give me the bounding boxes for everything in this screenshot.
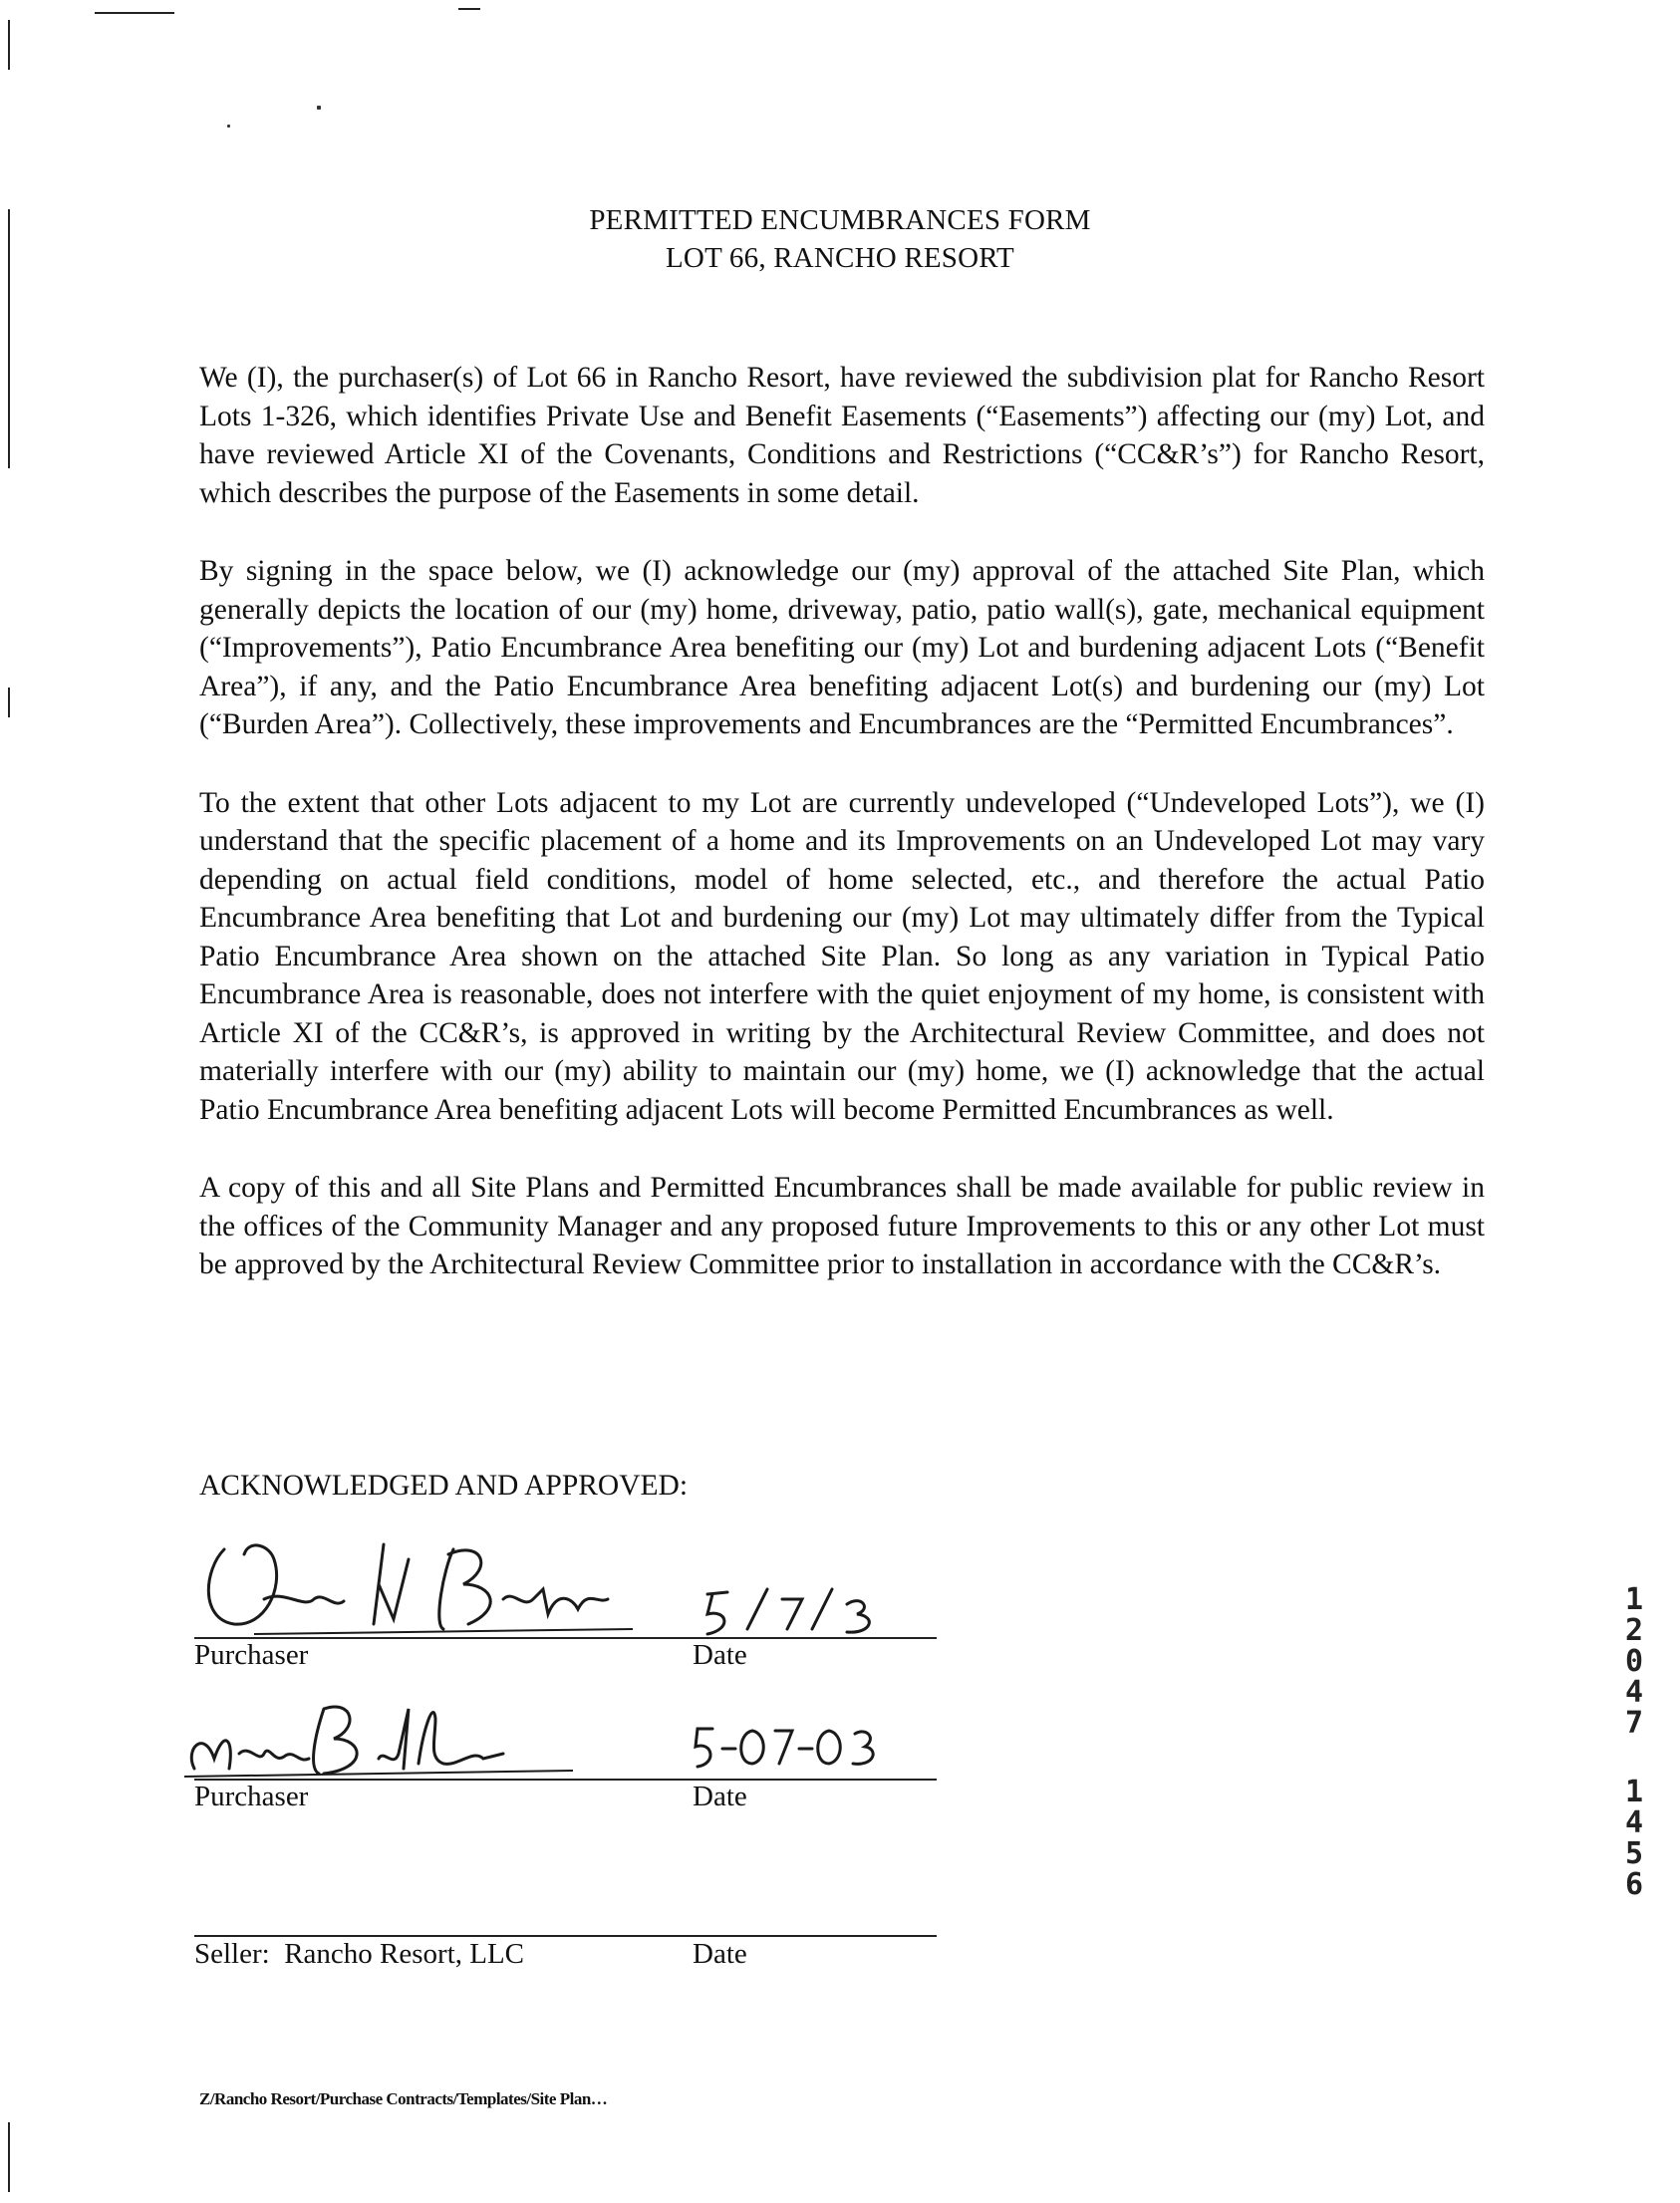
scan-speck: [227, 125, 230, 128]
page-title: [0, 201, 1680, 277]
stamp-digit: 4: [1624, 1675, 1644, 1710]
stamp-digit: 0: [1624, 1644, 1644, 1679]
scan-speck: [317, 106, 321, 110]
stamp-digit: 2: [1624, 1613, 1644, 1648]
paragraph-2: By signing in the space below, we (I) acknowledge our (my) approval of the attached Site Plan, which generally depicts the location of our (my) home, driveway, patio, patio wall(s), gate, mechanical equipment (“Improvements”), Patio Encumbrance Area benefiting our (my) Lot and burdening adjacent Lots (“Benefit Area”), if any, and the Patio Encumbrance Area benefiting adjacent Lot(s) and burdening our (my) Lot (“Burden Area”). Collectively, these improvements and Encumbrances are the “Permitted Encumbrances”.: [199, 555, 1485, 740]
body-text: [199, 359, 1485, 1324]
stamp-digit: 6: [1624, 1867, 1644, 1902]
stamp-digit: 7: [1624, 1706, 1644, 1741]
purchaser-signature-2: [174, 1689, 593, 1789]
paragraph-1: We (I), the purchaser(s) of Lot 66 in Rancho Resort, have reviewed the subdivision plat for Rancho Resort Lots 1-326, which identifies Private Use and Benefit Easements (“Easements”) affecting our (my) Lot, and have reviewed Article XI of the Covenants, Conditions and Restrictions (“CC&R’s”) for Rancho Resort, which describes the purpose of the Easements in some detail.: [199, 362, 1485, 509]
stamp-digit: 1: [1624, 1582, 1644, 1617]
handwritten-date-1: [688, 1584, 887, 1644]
purchaser-signature-1: [194, 1529, 653, 1649]
stamp-gap: [1619, 1739, 1649, 1777]
handwritten-date-2: [688, 1719, 887, 1779]
paragraph-4: A copy of this and all Site Plans and Permitted Encumbrances shall be made available for public review in the offices of the Community Manager and any proposed future Improvements to this or any other Lot must be approved by the Architectural Review Committee prior to installation in accordance with the CC&R’s.: [199, 1172, 1485, 1280]
seller-signature-line: [194, 1935, 937, 1937]
date-label-2: Date: [693, 1781, 747, 1812]
purchaser-label-1: Purchaser: [194, 1639, 309, 1671]
paragraph-3: To the extent that other Lots adjacent to my Lot are currently undeveloped (“Undeveloped Lots”), we (I) understand that the specific placement of a home and its Improvements on an Undeveloped Lot may vary depending on actual field conditions, model of home selected, etc., and therefore the actual Patio Encumbrance Area benefiting that Lot and burdening our (my) Lot may ultimately differ from the Typical Patio Encumbrance Area shown on the attached Site Plan. So long as any variation in Typical Patio Encumbrance Area is reasonable, does not interfere with the quiet enjoyment of my home, is consistent with Article XI of the CC&R’s, is approved in writing by the Architectural Review Committee, and does not materially interfere with our (my) ability to maintain our (my) home, we (I) acknowledge that the actual Patio Encumbrance Area benefiting adjacent Lots will become Permitted Encumbrances as well.: [199, 786, 1485, 1126]
purchaser-label-2: Purchaser: [194, 1781, 309, 1812]
title-line-2: LOT 66, RANCHO RESORT: [666, 242, 1014, 274]
stamp-digit: 4: [1624, 1805, 1644, 1840]
date-label-3: Date: [693, 1938, 747, 1970]
scan-edge-left-3: [8, 688, 10, 717]
scan-edge-left-1: [8, 20, 10, 70]
footer-file-path: Z/Rancho Resort/Purchase Contracts/Templates/Site Plan…: [199, 2089, 608, 2108]
date-label-1: Date: [693, 1639, 747, 1671]
scan-edge-left-4: [8, 2122, 10, 2192]
stamp-digit: 5: [1624, 1836, 1644, 1871]
stamp-digit: 1: [1624, 1775, 1644, 1809]
title-line-1: PERMITTED ENCUMBRANCES FORM: [589, 204, 1091, 236]
scan-edge-top-left: [95, 12, 174, 14]
margin-recording-number: [1619, 1584, 1649, 1900]
acknowledged-heading: ACKNOWLEDGED AND APPROVED:: [199, 1470, 689, 1502]
seller-label: Seller: Rancho Resort, LLC: [194, 1938, 525, 1970]
scan-edge-top-mid: [458, 8, 480, 10]
